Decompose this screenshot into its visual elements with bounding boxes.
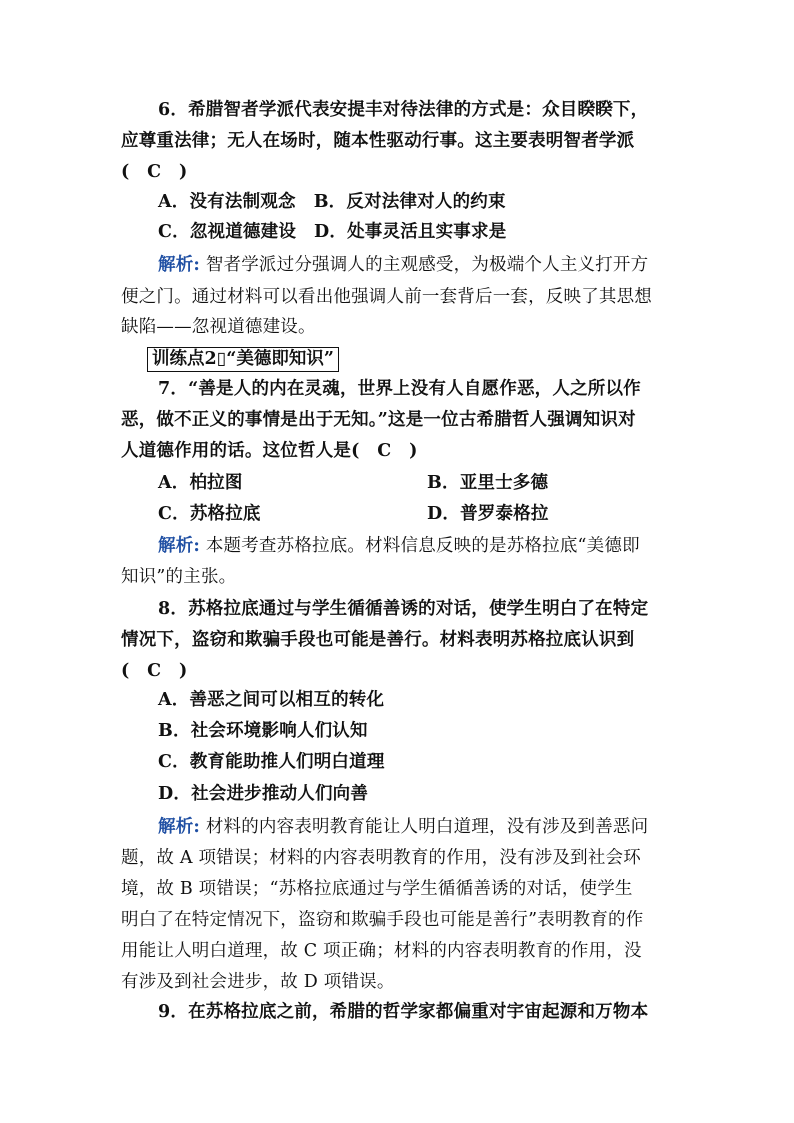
q8-explanation-line5: 用能让人明白道理，故 C 项正确；材料的内容表明教育的作用，没 [121,941,642,961]
q8-explanation-line4: 明白了在特定情况下，盗窃和欺骗手段也可能是善行”表明教育的作 [121,910,644,930]
q7-stem-line1: 7．“善是人的内在灵魂，世界上没有人自愿作恶，人之所以作 [158,379,641,399]
q7-stem-line2: 恶，做不正义的事情是出于无知。”这是一位古希腊哲人强调知识对 [121,410,636,430]
q7-stem-line3: 人道德作用的话。这位哲人是( C ) [121,441,418,461]
q7-option-a: A．柏拉图 [158,473,243,493]
q6-stem-line2: 应尊重法律；无人在场时，随本性驱动行事。这主要表明智者学派 [121,131,635,151]
q6-option-a: A．没有法制观念 [158,192,296,212]
q8-option-c: C．教育能助推人们明白道理 [158,752,385,772]
q6-explanation-line2: 便之门。通过材料可以看出他强调人前一套背后一套，反映了其思想 [121,287,652,307]
q8-explanation-label: 解析: [158,817,201,837]
q6-explanation-label: 解析: [158,255,201,275]
q6-option-b: B．反对法律对人的约束 [313,192,506,212]
q8-stem-line2: 情况下，盗窃和欺骗手段也可能是善行。材料表明苏格拉底认识到 [121,630,635,650]
q8-explanation-line6: 有涉及到社会进步，故 D 项错误。 [121,972,395,992]
q6-option-row2 [158,221,506,243]
practice-point-heading: 训练点2▯“美德即知识” [147,347,339,372]
q8-answer: ( C ) [121,661,188,681]
q7-option-b: B．亚里士多德 [427,473,549,493]
q7-option-c: C．苏格拉底 [158,504,261,524]
q7-explanation-line1: 解析: 本题考查苏格拉底。材料信息反映的是苏格拉底“美德即 [158,536,640,556]
q7-option-d: D．普罗泰格拉 [427,504,549,524]
q6-option-d: D．处事灵活且实事求是 [314,222,507,242]
q7-explanation-line2: 知识”的主张。 [121,567,237,587]
q6-explanation-line1: 解析: 智者学派过分强调人的主观感受，为极端个人主义打开方 [158,255,649,275]
q8-explanation-line1: 解析: 材料的内容表明教育能让人明白道理，没有涉及到善恶问 [158,817,649,837]
q6-explanation-line3: 缺陷——忽视道德建设。 [121,317,316,337]
q8-explanation-line2: 题，故 A 项错误；材料的内容表明教育的作用，没有涉及到社会环 [121,848,641,868]
q7-explanation-label: 解析: [158,536,201,556]
q8-option-b: B．社会环境影响人们认知 [158,721,368,741]
q8-stem-line1: 8．苏格拉底通过与学生循循善诱的对话，使学生明白了在特定 [158,599,649,619]
q6-option-c: C．忽视道德建设 [158,222,297,242]
q9-stem-line1: 9．在苏格拉底之前，希腊的哲学家都偏重对宇宙起源和万物本 [158,1002,649,1022]
q6-answer: ( C ) [121,162,188,182]
q6-stem-line1: 6．希腊智者学派代表安提丰对待法律的方式是：众目睽睽下， [158,100,649,120]
q8-explanation-line3: 境，故 B 项错误；“苏格拉底通过与学生循循善诱的对话，使学生 [121,879,633,899]
q8-option-d: D．社会进步推动人们向善 [158,784,369,804]
q6-option-row1 [158,191,506,213]
q8-option-a: A．善恶之间可以相互的转化 [158,690,385,710]
